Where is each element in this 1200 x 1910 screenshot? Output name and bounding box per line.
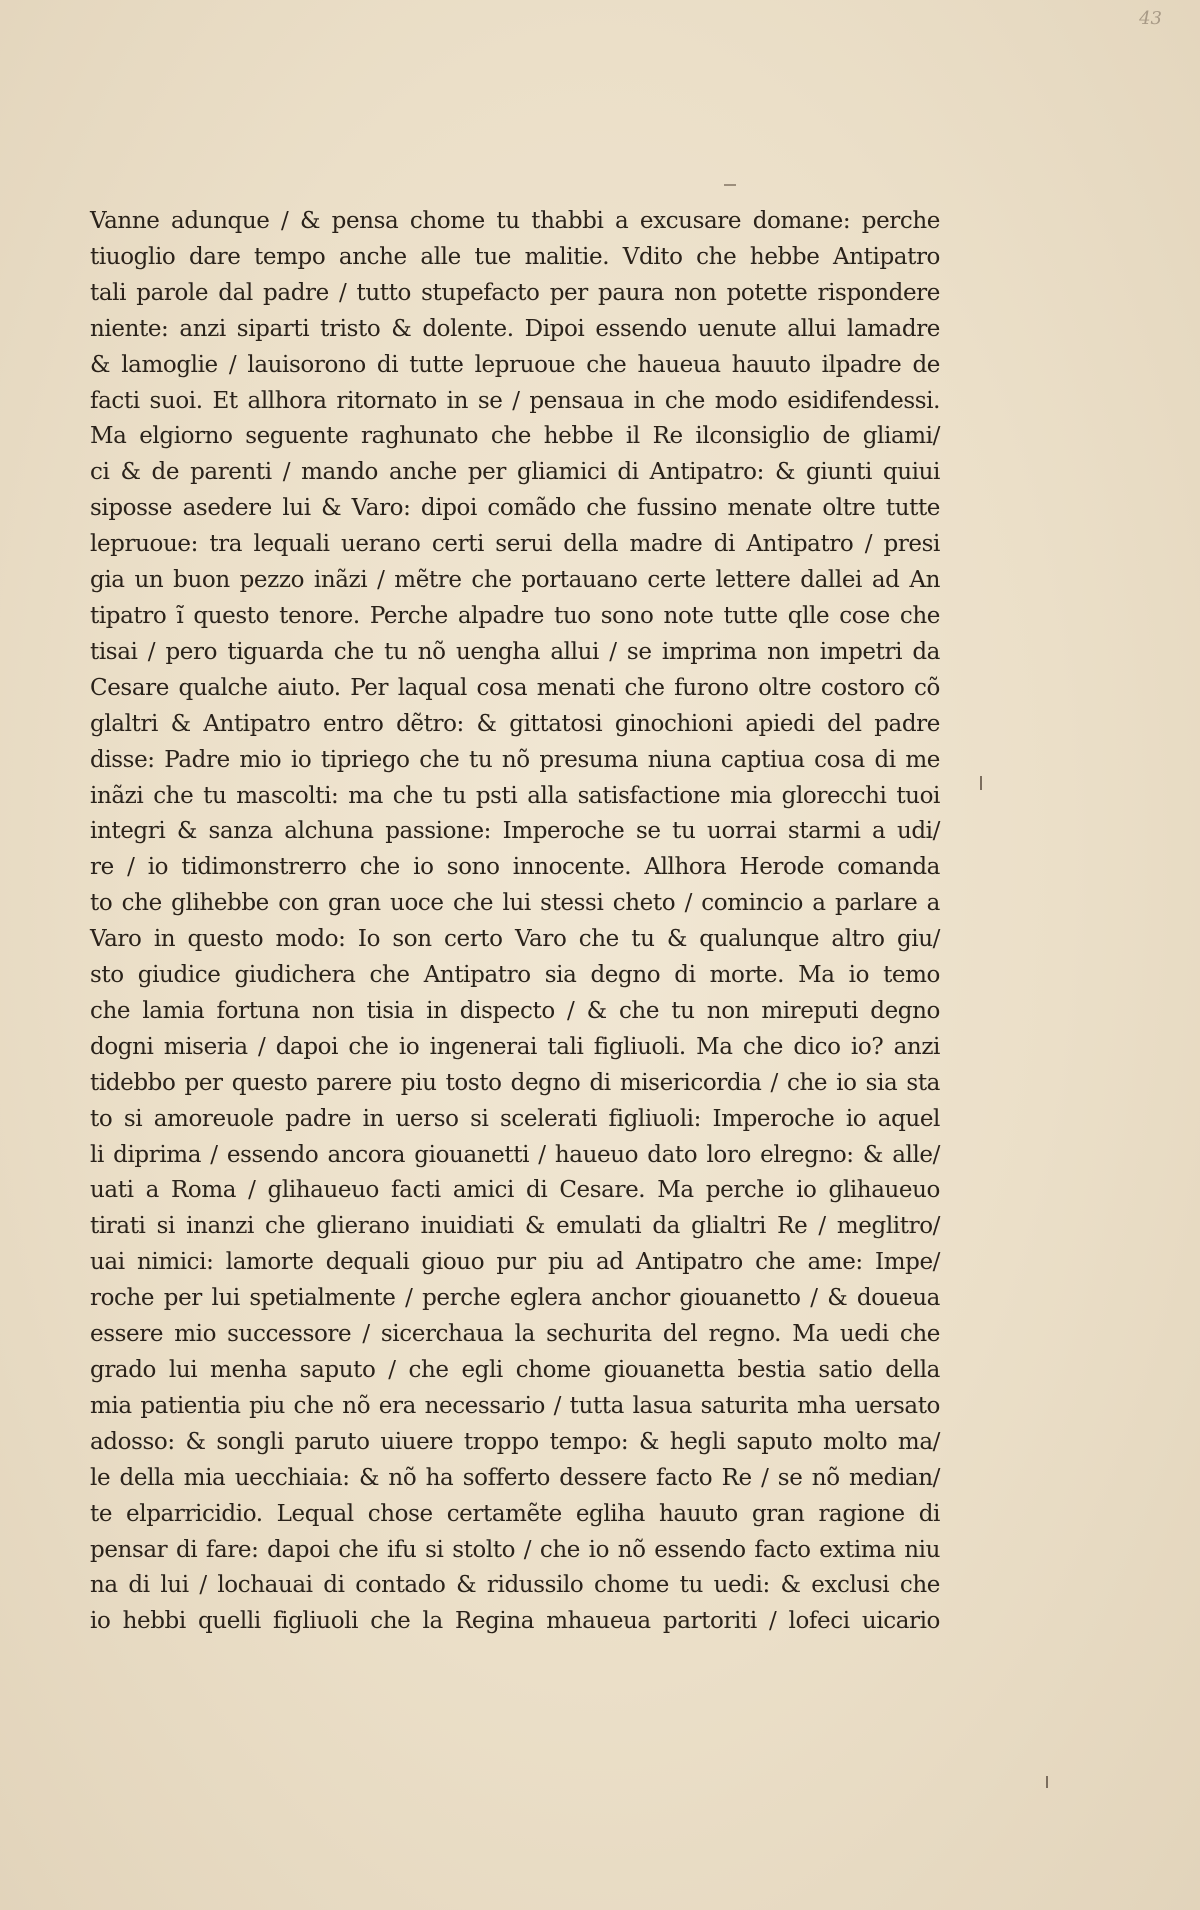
- text-line: dogni miseria / dapoi che io ingenerai tali figliuoli. Ma che dico io? anzi: [90, 1033, 940, 1060]
- text-line: Ma elgiorno seguente raghunato che hebbe il Re ilconsiglio de gliami/: [90, 423, 940, 450]
- text-line: to che glihebbe con gran uoce che lui stessi cheto / comincio a parlare a: [90, 890, 940, 917]
- text-line: tisai / pero tiguarda che tu nõ uengha allui / se imprima non impetri da: [90, 638, 940, 665]
- text-line: che lamia fortuna non tisia in dispecto / & che tu non mireputi degno: [90, 997, 940, 1024]
- text-line: essere mio successore / sicerchaua la sechurita del regno. Ma uedi che: [90, 1321, 940, 1348]
- text-line: gia un buon pezzo inãzi / mẽtre che portauano certe lettere dallei ad An: [90, 567, 940, 594]
- text-line: lepruoue: tra lequali uerano certi serui della madre di Antipatro / presi: [90, 531, 940, 558]
- text-line: & lamoglie / lauisorono di tutte lepruoue che haueua hauuto ilpadre de: [90, 351, 940, 378]
- text-line: sto giudice giudichera che Antipatro sia degno di morte. Ma io temo: [90, 962, 940, 989]
- text-line: uati a Roma / glihaueuo facti amici di Cesare. Ma perche io glihaueuo: [90, 1177, 940, 1204]
- margin-mark: [724, 184, 736, 186]
- text-line: tiuoglio dare tempo anche alle tue malitie. Vdito che hebbe Antipatro: [90, 243, 940, 270]
- text-line: io hebbi quelli figliuoli che la Regina mhaueua partoriti / lofeci uicario: [90, 1608, 940, 1635]
- text-line: roche per lui spetialmente / perche eglera anchor giouanetto / & doueua: [90, 1285, 940, 1312]
- text-line: te elparricidio. Lequal chose certamẽte egliha hauuto gran ragione di: [90, 1500, 940, 1527]
- text-line: Varo in questo modo: Io son certo Varo che tu & qualunque altro giu/: [90, 926, 940, 953]
- text-line: to si amoreuole padre in uerso si scelerati figliuoli: Imperoche io aquel: [90, 1105, 940, 1132]
- text-line: le della mia uecchiaia: & nõ ha sofferto dessere facto Re / se nõ median/: [90, 1464, 940, 1491]
- text-block: [90, 204, 940, 1640]
- text-line: Vanne adunque / & pensa chome tu thabbi a excusare domane: perche: [90, 208, 940, 234]
- text-line: uai nimici: lamorte dequali giouo pur piu ad Antipatro che ame: Impe/: [90, 1249, 940, 1276]
- text-line: Cesare qualche aiuto. Per laqual cosa menati che furono oltre costoro cõ: [90, 674, 940, 701]
- margin-mark: [980, 776, 982, 790]
- text-line: tirati si inanzi che glierano inuidiati & emulati da glialtri Re / meglitro/: [90, 1213, 940, 1240]
- text-line: adosso: & songli paruto uiuere troppo tempo: & hegli saputo molto ma/: [90, 1428, 940, 1455]
- text-line: li diprima / essendo ancora giouanetti / haueuo dato loro elregno: & alle/: [90, 1141, 940, 1168]
- text-line: re / io tidimonstrerro che io sono innocente. Allhora Herode comanda: [90, 854, 940, 881]
- text-line: grado lui menha saputo / che egli chome giouanetta bestia satio della: [90, 1357, 940, 1383]
- text-line: facti suoi. Et allhora ritornato in se / pensaua in che modo esidifendessi.: [90, 387, 940, 414]
- text-line: ci & de parenti / mando anche per gliamici di Antipatro: & giunti quiui: [90, 459, 940, 486]
- margin-mark: [1046, 1776, 1048, 1788]
- text-line: niente: anzi siparti tristo & dolente. Dipoi essendo uenute allui lamadre: [90, 315, 940, 342]
- folio-number: 43: [1139, 8, 1162, 29]
- text-line: inãzi che tu mascolti: ma che tu psti alla satisfactione mia glorecchi tuoi: [90, 782, 940, 809]
- text-line: siposse asedere lui & Varo: dipoi comãdo che fussino menate oltre tutte: [90, 495, 940, 522]
- text-line: pensar di fare: dapoi che ifu si stolto / che io nõ essendo facto extima niu: [90, 1536, 940, 1563]
- text-line: na di lui / lochauai di contado & ridussilo chome tu uedi: & exclusi che: [90, 1572, 940, 1599]
- text-line: integri & sanza alchuna passione: Imperoche se tu uorrai starmi a udi/: [90, 818, 940, 845]
- text-line: tipatro ĩ questo tenore. Perche alpadre tuo sono note tutte qlle cose che: [90, 602, 940, 629]
- text-line: mia patientia piu che nõ era necessario / tutta lasua saturita mha uersato: [90, 1392, 940, 1419]
- text-line: glaltri & Antipatro entro dẽtro: & gittatosi ginochioni apiedi del padre: [90, 710, 940, 737]
- text-line: disse: Padre mio io tipriego che tu nõ presuma niuna captiua cosa di me: [90, 746, 940, 773]
- text-line: tali parole dal padre / tutto stupefacto per paura non potette rispondere: [90, 279, 940, 306]
- text-line: tidebbo per questo parere piu tosto degno di misericordia / che io sia sta: [90, 1069, 940, 1096]
